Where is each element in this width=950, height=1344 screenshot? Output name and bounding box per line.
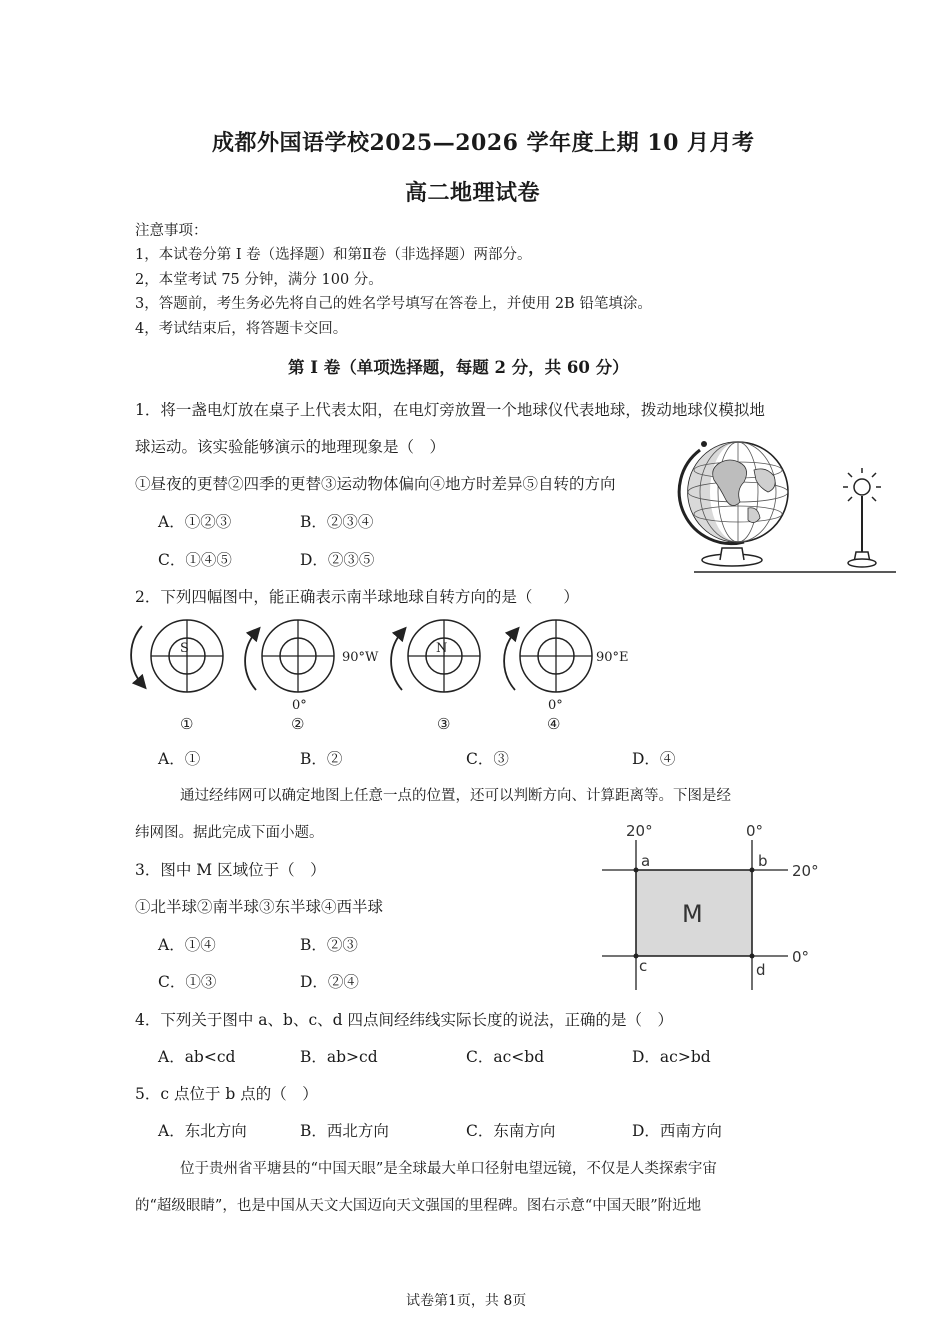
diagram-number-4: ④ [547, 715, 561, 733]
passage2-line2: 的“超级眼睛”，也是中国从天文大国迈向天文强国的里程碑。图右示意“中国天眼”附近地 [135, 1198, 702, 1214]
pole-label-n: N [436, 641, 448, 656]
diagram-1 [131, 620, 223, 733]
q1-stem-line1: 1．将一盏电灯放在桌子上代表太阳，在电灯旁放置一个地球仪代表地球，拨动地球仪模拟地 [135, 401, 765, 419]
q4-option-a: A．ab<cd [158, 1048, 236, 1066]
label-0-b: 0° [548, 698, 563, 713]
q4-option-c: C．ac<bd [466, 1048, 545, 1066]
diagram-number-2: ② [291, 715, 305, 733]
q3-option-b: B．②③ [300, 936, 358, 954]
point-b: b [758, 852, 768, 870]
lon-label-left: 20° [626, 822, 653, 840]
diagram-2 [245, 620, 379, 733]
notice-item-4: 4，考试结束后，将答题卡交回。 [135, 321, 348, 337]
q5-option-b: B．西北方向 [300, 1122, 389, 1140]
q3-option-a: A．①④ [158, 936, 216, 954]
q1-stem-line2: 球运动。该实验能够演示的地理现象是（ ） [135, 438, 446, 456]
q5-option-a: A．东北方向 [158, 1122, 247, 1140]
q5-option-d: D．西南方向 [632, 1122, 722, 1140]
q1-option-b: B．②③④ [300, 513, 374, 531]
lat-label-bottom: 0° [792, 948, 810, 966]
q1-items: ①昼夜的更替②四季的更替③运动物体偏向④地方时差异⑤自转的方向 [135, 475, 616, 493]
globe-icon [679, 441, 788, 566]
page-footer: 试卷第1页，共 8页 [406, 1293, 527, 1309]
label-90w: 90°W [342, 650, 379, 665]
q3-stem: 3．图中 M 区域位于（ ） [135, 861, 326, 879]
label-0-a: 0° [292, 698, 307, 713]
q5-option-c: C．东南方向 [466, 1122, 556, 1140]
latlon-grid-figure [600, 818, 830, 993]
lat-label-top: 20° [792, 862, 819, 880]
q2-stem: 2．下列四幅图中，能正确表示南半球地球自转方向的是（ ） [135, 588, 579, 606]
q4-option-d: D．ac>bd [632, 1048, 711, 1066]
notice-item-2: 2，本堂考试 75 分钟，满分 100 分。 [135, 272, 383, 288]
passage1-line2: 纬网图。据此完成下面小题。 [135, 825, 324, 841]
q1-option-c: C．①④⑤ [158, 551, 232, 569]
exam-title: 成都外国语学校2025—2026 学年度上期 10 月月考 [212, 130, 755, 156]
q3-items: ①北半球②南半球③东半球④西半球 [135, 898, 384, 916]
q5-stem: 5．c 点位于 b 点的（ ） [135, 1085, 318, 1103]
diagram-number-3: ③ [437, 715, 451, 733]
rotation-diagrams [120, 612, 640, 734]
passage2-line1: 位于贵州省平塘县的“中国天眼”是全球最大单口径射电望远镜，不仅是人类探索宇宙 [180, 1161, 717, 1177]
q4-option-b: B．ab>cd [300, 1048, 378, 1066]
lamp-icon [843, 468, 881, 567]
diagram-number-1: ① [180, 715, 194, 733]
point-d: d [756, 961, 766, 979]
point-c: c [639, 957, 648, 975]
passage1-line1: 通过经纬网可以确定地图上任意一点的位置，还可以判断方向、计算距离等。下图是经 [180, 788, 731, 804]
diagram-3 [391, 620, 480, 733]
lon-label-right: 0° [746, 822, 764, 840]
q4-stem: 4．下列关于图中 a、b、c、d 四点间经纬线实际长度的说法，正确的是（ ） [135, 1011, 673, 1029]
notice-item-1: 1，本试卷分第 I 卷（选择题）和第Ⅱ卷（非选择题）两部分。 [135, 247, 532, 263]
q2-option-c: C．③ [466, 750, 509, 768]
pole-label-s: S [180, 641, 189, 656]
exam-subtitle: 高二地理试卷 [405, 180, 541, 206]
q1-option-d: D．②③⑤ [300, 551, 375, 569]
diagram-4 [504, 620, 628, 733]
point-a: a [641, 852, 651, 870]
notice-heading: 注意事项： [135, 223, 208, 239]
globe-lamp-figure [670, 430, 900, 578]
q2-option-a: A．① [158, 750, 201, 768]
q1-option-a: A．①②③ [158, 513, 232, 531]
q2-option-d: D．④ [632, 750, 676, 768]
notice-item-3: 3，答题前，考生务必先将自己的姓名学号填写在答卷上，并使用 2B 铅笔填涂。 [135, 296, 652, 312]
region-m-label: M [682, 900, 703, 928]
label-90e: 90°E [596, 650, 629, 665]
section-title: 第 I 卷（单项选择题，每题 2 分，共 60 分） [288, 358, 629, 377]
q3-option-d: D．②④ [300, 973, 359, 991]
q3-option-c: C．①③ [158, 973, 217, 991]
q2-option-b: B．② [300, 750, 343, 768]
